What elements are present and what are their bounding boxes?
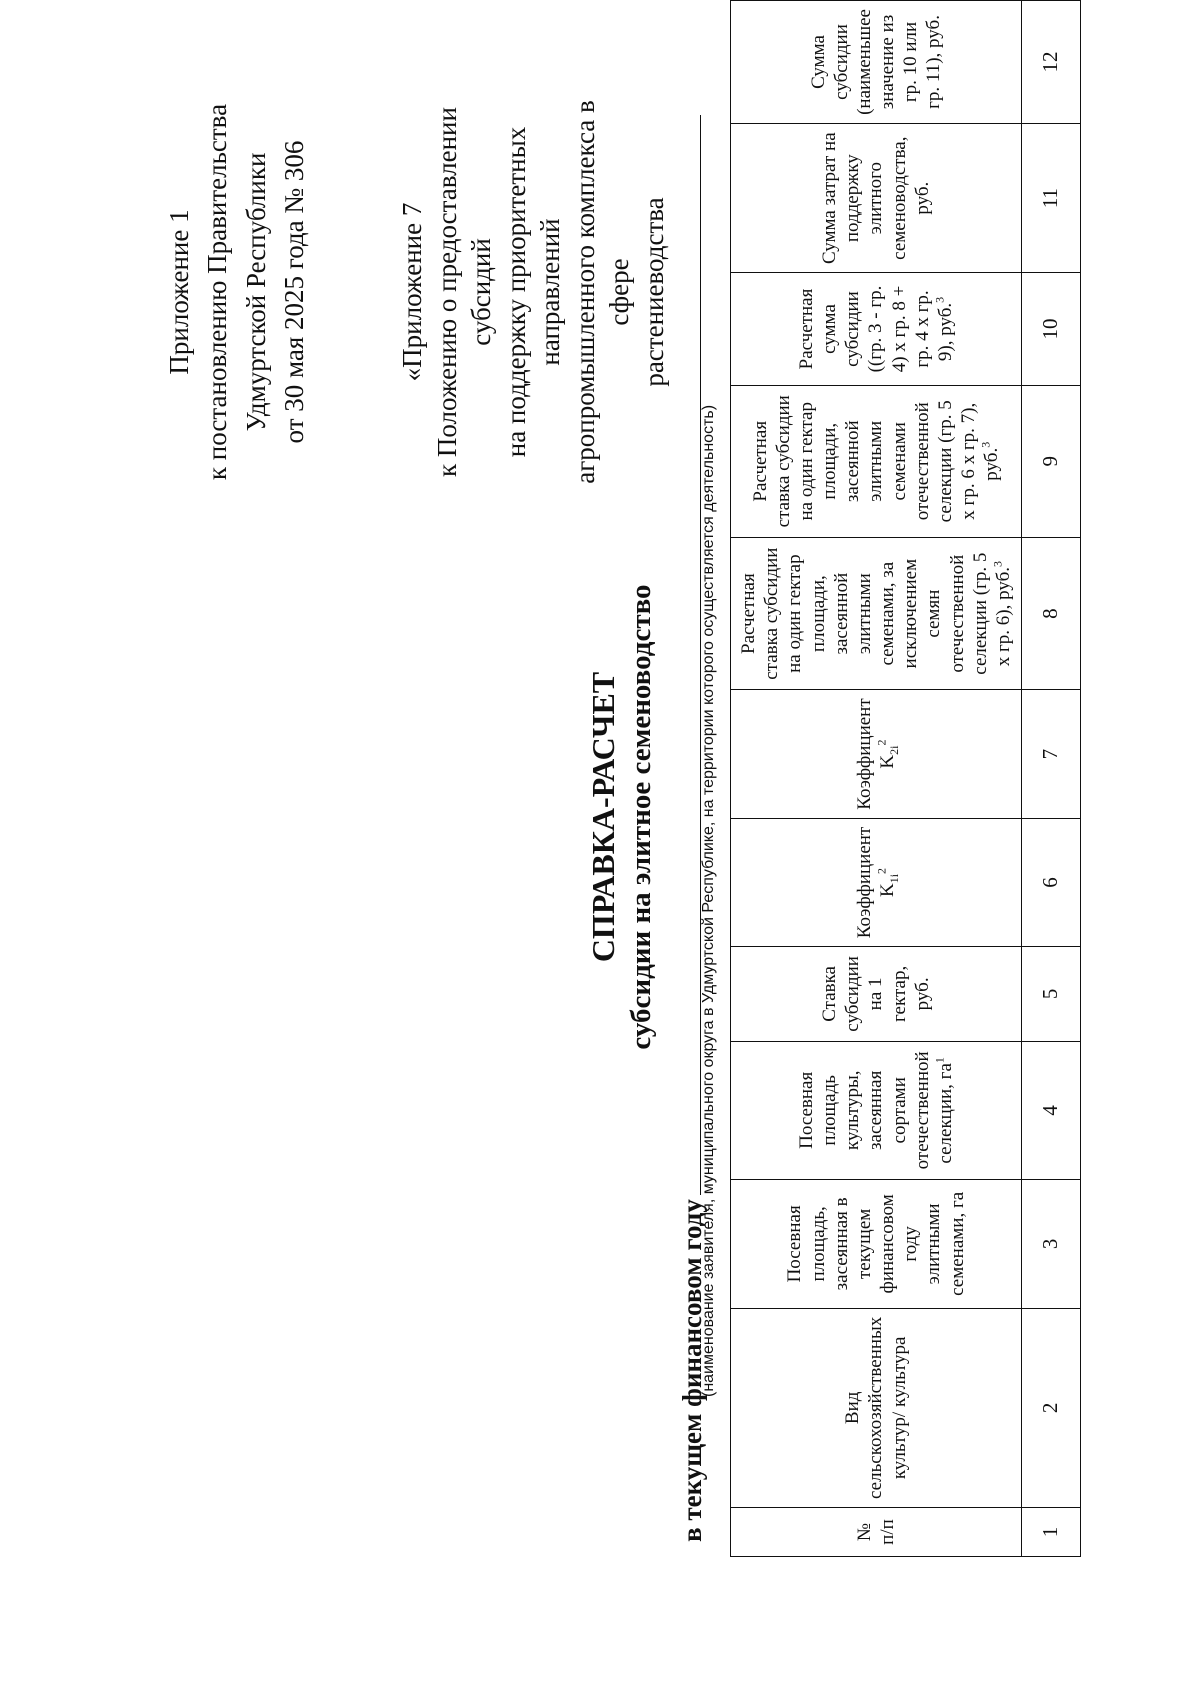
- coefficient-index: 1i: [886, 873, 901, 884]
- annex-7-line: на поддержку приоритетных направлений: [500, 126, 566, 458]
- col-header-12: [731, 1, 1022, 124]
- col-header-10: [731, 273, 1022, 385]
- col-number: 11: [1022, 123, 1081, 273]
- col-header-text: Расчетная ставка субсидии на один гектар площади, засеянной элитными семенами, за исключением семян отечественной селекции (гр. 5 х гр. 6), руб.: [738, 547, 1014, 680]
- col-header-3: [731, 1180, 1022, 1309]
- column-number-row: [1022, 1, 1081, 1557]
- col-header-2: [731, 1308, 1022, 1507]
- col-header-6: [731, 818, 1022, 946]
- col-header-text: Сумма затрат на поддержку элитного семеноводства, руб.: [819, 132, 933, 264]
- col-header-text: Посевная площадь, засеянная в текущем финансовом году элитными семенами, га: [784, 1191, 968, 1296]
- footnote-mark: 3: [932, 296, 947, 303]
- annex-1-reference: [160, 77, 313, 507]
- annex-1-line: Удмуртской Республики: [240, 152, 271, 432]
- col-header-text: Вид сельскохозяйственных культур/ культура: [842, 1316, 910, 1499]
- col-number: 3: [1022, 1180, 1081, 1309]
- col-header-1: [731, 1507, 1022, 1556]
- footnote-mark: 2: [874, 867, 889, 874]
- col-number: 1: [1022, 1507, 1081, 1556]
- annex-1-line: от 30 мая 2025 года № 306: [278, 140, 309, 444]
- calculation-table: [730, 0, 1081, 1557]
- col-header-9: [731, 385, 1022, 537]
- col-number: 9: [1022, 385, 1081, 537]
- col-header-8: [731, 537, 1022, 689]
- applicant-hint: (наименование заявителя, муниципального округа в Удмуртской Республике, на территории которого осуществляется деятельность): [700, 404, 717, 1397]
- col-header-11: [731, 123, 1022, 273]
- col-header-5: [731, 947, 1022, 1041]
- col-header-text: Коэффициент K: [853, 698, 899, 810]
- annex-1-line: к постановлению Правительства: [202, 103, 233, 481]
- table-header-row: [731, 1, 1022, 1557]
- col-header-text: Ставка субсидии на 1 гектар, руб.: [819, 956, 933, 1032]
- fiscal-year-label: в текущем финансовом году: [677, 1199, 707, 1542]
- col-header-text: Сумма субсидии (наименьшее значение из гр. 10 или гр. 11), руб.: [807, 9, 945, 115]
- annex-7-line: к Положению о предоставлении субсидий: [431, 107, 497, 477]
- annex-7-line: растениеводства: [638, 197, 669, 387]
- col-header-text: Коэффициент K: [853, 826, 899, 939]
- footnote-mark: 2: [874, 739, 889, 746]
- col-number: 8: [1022, 537, 1081, 689]
- col-header-4: [731, 1041, 1022, 1179]
- footnote-mark: 1: [932, 1057, 947, 1064]
- footnote-mark: 3: [978, 441, 993, 448]
- col-header-text: Расчетная сумма субсидии ((гр. 3 - гр. 4) х гр. 8 + гр. 4 х гр. 9), руб.: [795, 285, 956, 373]
- col-number: 12: [1022, 1, 1081, 124]
- col-number: 7: [1022, 690, 1081, 818]
- applicant-name-blank[interactable]: [676, 115, 701, 1195]
- annex-1-line: Приложение 1: [164, 209, 194, 375]
- col-header-text: № п/п: [853, 1519, 899, 1545]
- col-number: 2: [1022, 1308, 1081, 1507]
- col-header-7: [731, 690, 1022, 818]
- col-number: 10: [1022, 273, 1081, 385]
- document-title: СПРАВКА-РАСЧЕТ: [585, 671, 621, 963]
- annex-7-line: агропромышленного комплекса в сфере: [569, 100, 635, 484]
- coefficient-index: 2i: [886, 745, 901, 755]
- col-header-text: Посевная площадь культуры, засеянная сортами отечественной селекции, га: [795, 1051, 956, 1170]
- col-number: 6: [1022, 818, 1081, 946]
- annex-7-line: «Приложение 7: [397, 202, 427, 382]
- document-subtitle: субсидии на элитное семеноводство: [625, 584, 657, 1050]
- col-number: 5: [1022, 947, 1081, 1041]
- footnote-mark: 3: [990, 561, 1005, 567]
- col-number: 4: [1022, 1041, 1081, 1179]
- col-header-text: Расчетная ставка субсидии на один гектар площади, засеянной элитными семенами отечественной селекции (гр. 5 х гр. 6 х гр. 7), руб.: [749, 395, 1003, 528]
